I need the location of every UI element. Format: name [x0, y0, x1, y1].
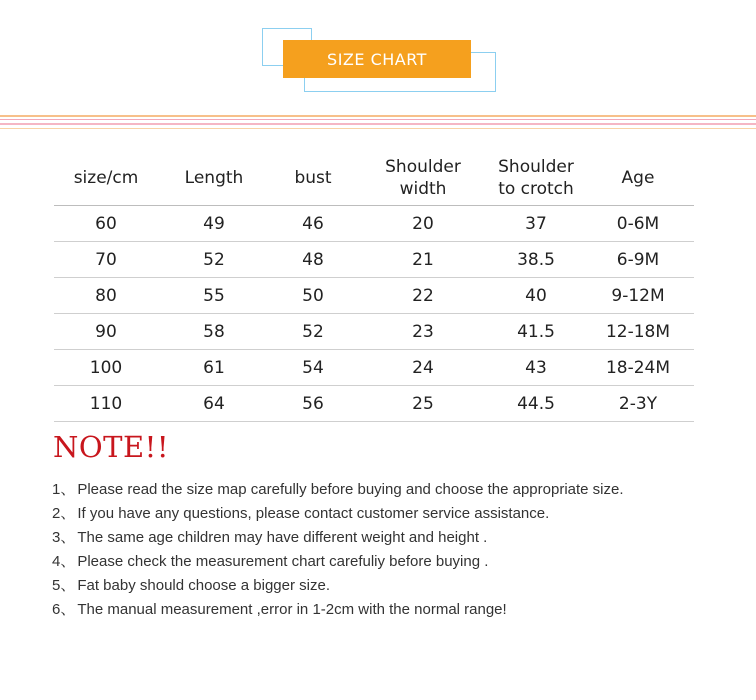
table-cell: 52	[270, 314, 356, 350]
table-cell: 110	[54, 386, 158, 422]
note-heading: NOTE!!	[53, 430, 169, 464]
divider-stripe	[0, 128, 756, 129]
table-row	[54, 278, 694, 314]
size-chart-header	[262, 28, 496, 92]
table-cell: 22	[356, 278, 490, 314]
note-list	[52, 480, 742, 624]
list-text: Please read the size map carefully before buying and choose the appropriate size.	[77, 481, 624, 498]
list-item	[52, 576, 742, 600]
table-cell: 41.5	[490, 314, 582, 350]
size-table	[54, 150, 694, 422]
list-number: 1、	[52, 481, 76, 498]
column-header-size: size/cm	[54, 150, 158, 206]
table-cell: 2-3Y	[582, 386, 694, 422]
divider-stripe	[0, 123, 756, 125]
table-cell: 18-24M	[582, 350, 694, 386]
divider-stripe	[0, 119, 756, 120]
table-header-row	[54, 150, 694, 206]
table-cell: 61	[158, 350, 270, 386]
table-cell: 23	[356, 314, 490, 350]
table-cell: 90	[54, 314, 158, 350]
table-cell: 44.5	[490, 386, 582, 422]
table-cell: 60	[54, 206, 158, 242]
table-cell: 43	[490, 350, 582, 386]
list-number: 2、	[52, 505, 76, 522]
table-cell: 25	[356, 386, 490, 422]
list-text: Please check the measurement chart carefuliy before buying .	[77, 553, 489, 570]
table-cell: 80	[54, 278, 158, 314]
table-cell: 6-9M	[582, 242, 694, 278]
table-cell: 70	[54, 242, 158, 278]
table-cell: 56	[270, 386, 356, 422]
list-number: 5、	[52, 577, 76, 594]
list-item	[52, 528, 742, 552]
list-text: The same age children may have different weight and height .	[77, 529, 488, 546]
table-cell: 24	[356, 350, 490, 386]
table-cell: 64	[158, 386, 270, 422]
column-header-shoulder-to-crotch: Shoulder to crotch	[490, 150, 582, 206]
list-item	[52, 600, 742, 624]
list-number: 4、	[52, 553, 76, 570]
table-cell: 38.5	[490, 242, 582, 278]
list-item	[52, 504, 742, 528]
list-number: 3、	[52, 529, 76, 546]
size-chart-title: SIZE CHART	[283, 40, 471, 78]
list-text: The manual measurement ,error in 1-2cm with the normal range!	[77, 601, 507, 618]
table-row	[54, 350, 694, 386]
list-text: If you have any questions, please contact customer service assistance.	[77, 505, 550, 522]
column-header-shoulder-width: Shoulder width	[356, 150, 490, 206]
table-cell: 9-12M	[582, 278, 694, 314]
table-cell: 12-18M	[582, 314, 694, 350]
table-cell: 46	[270, 206, 356, 242]
table-cell: 52	[158, 242, 270, 278]
table-cell: 40	[490, 278, 582, 314]
table-cell: 37	[490, 206, 582, 242]
table-cell: 20	[356, 206, 490, 242]
table-row	[54, 206, 694, 242]
table-cell: 54	[270, 350, 356, 386]
list-number: 6、	[52, 601, 76, 618]
table-cell: 48	[270, 242, 356, 278]
column-header-bust: bust	[270, 150, 356, 206]
table-cell: 0-6M	[582, 206, 694, 242]
column-header-length: Length	[158, 150, 270, 206]
list-text: Fat baby should choose a bigger size.	[77, 577, 330, 594]
divider-stripe	[0, 115, 756, 117]
table-cell: 21	[356, 242, 490, 278]
column-header-age: Age	[582, 150, 694, 206]
list-item	[52, 480, 742, 504]
table-row	[54, 386, 694, 422]
table-row	[54, 314, 694, 350]
table-cell: 100	[54, 350, 158, 386]
table-cell: 50	[270, 278, 356, 314]
table-cell: 58	[158, 314, 270, 350]
list-item	[52, 552, 742, 576]
table-cell: 55	[158, 278, 270, 314]
table-row	[54, 242, 694, 278]
table-cell: 49	[158, 206, 270, 242]
